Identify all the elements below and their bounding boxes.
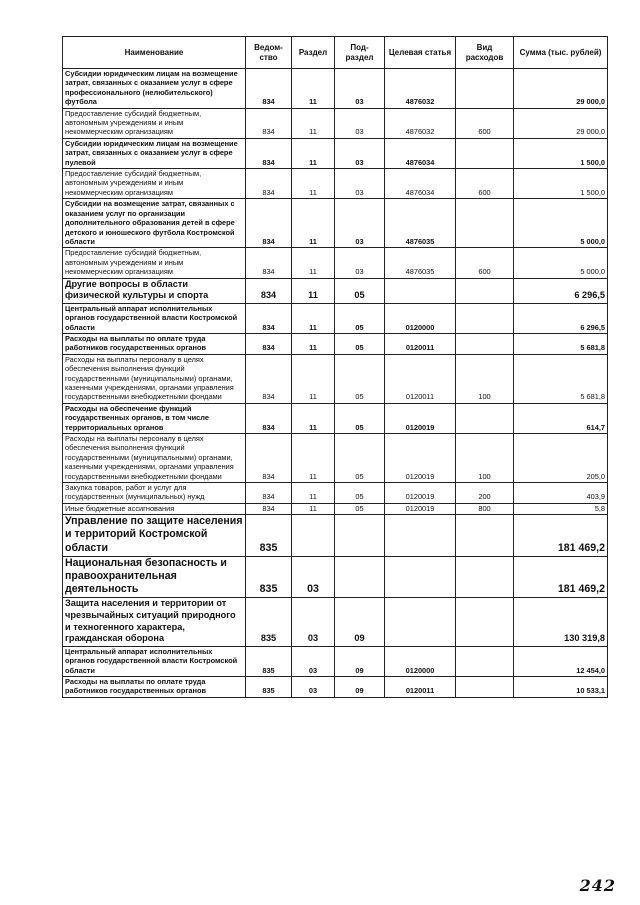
cell-subsection: 05: [335, 483, 385, 504]
cell-target: [385, 515, 456, 557]
cell-name: Предоставление субсидий бюджетным, автономным учреждениям и иным некоммерческим организациям: [63, 248, 246, 278]
header-type: Вид расходов: [456, 37, 514, 69]
cell-dept: 834: [246, 354, 292, 403]
header-name: Наименование: [63, 37, 246, 69]
cell-target: 4876032: [385, 108, 456, 138]
table-row: [63, 434, 608, 483]
table-row: [63, 556, 608, 598]
cell-section: 11: [292, 434, 335, 483]
cell-dept: 834: [246, 108, 292, 138]
cell-type: [456, 515, 514, 557]
cell-sum: 5 000,0: [514, 199, 608, 248]
cell-target: 4876034: [385, 169, 456, 199]
table-row: [63, 503, 608, 514]
cell-type: 100: [456, 354, 514, 403]
cell-target: 0120000: [385, 646, 456, 676]
budget-table: [62, 36, 608, 698]
cell-name: Субсидии юридическим лицам на возмещение затрат, связанных с оказанием услуг в сфере профессионального (нелюбительского) футбола: [63, 69, 246, 109]
cell-subsection: 05: [335, 354, 385, 403]
cell-subsection: 09: [335, 677, 385, 698]
cell-dept: 834: [246, 403, 292, 433]
cell-name: Центральный аппарат исполнительных органов государственной власти Костромской области: [63, 303, 246, 333]
cell-name: Расходы на выплаты по оплате труда работников государственных органов: [63, 333, 246, 354]
cell-subsection: 03: [335, 69, 385, 109]
cell-subsection: 05: [335, 278, 385, 303]
cell-subsection: 05: [335, 303, 385, 333]
table-row: [63, 138, 608, 168]
cell-name: Закупка товаров, работ и услуг для государственных (муниципальных) нужд: [63, 483, 246, 504]
cell-sum: 130 319,8: [514, 598, 608, 646]
table-row: [63, 483, 608, 504]
cell-type: [456, 69, 514, 109]
cell-type: [456, 646, 514, 676]
header-target: Целевая статья: [385, 37, 456, 69]
table-row: [63, 169, 608, 199]
cell-target: 0120019: [385, 503, 456, 514]
cell-sum: 5 000,0: [514, 248, 608, 278]
cell-sum: 6 296,5: [514, 278, 608, 303]
cell-sum: 403,9: [514, 483, 608, 504]
cell-subsection: 09: [335, 598, 385, 646]
cell-sum: 5 681,8: [514, 354, 608, 403]
cell-section: 03: [292, 598, 335, 646]
cell-sum: 1 500,0: [514, 169, 608, 199]
cell-subsection: 09: [335, 646, 385, 676]
cell-target: 0120019: [385, 434, 456, 483]
cell-dept: 834: [246, 434, 292, 483]
cell-subsection: 03: [335, 138, 385, 168]
cell-target: 4876034: [385, 138, 456, 168]
cell-section: 11: [292, 199, 335, 248]
cell-name: Центральный аппарат исполнительных органов государственной власти Костромской области: [63, 646, 246, 676]
table-row: [63, 598, 608, 646]
cell-type: [456, 403, 514, 433]
cell-sum: 205,0: [514, 434, 608, 483]
cell-type: [456, 199, 514, 248]
cell-sum: 1 500,0: [514, 138, 608, 168]
cell-name: Национальная безопасность и правоохранительная деятельность: [63, 556, 246, 598]
cell-sum: 5 681,8: [514, 333, 608, 354]
cell-sum: 12 454,0: [514, 646, 608, 676]
cell-subsection: 05: [335, 333, 385, 354]
cell-sum: 29 000,0: [514, 69, 608, 109]
cell-dept: 834: [246, 483, 292, 504]
table-row: [63, 248, 608, 278]
cell-dept: 834: [246, 503, 292, 514]
table-row: [63, 69, 608, 109]
cell-section: 11: [292, 69, 335, 109]
cell-subsection: 03: [335, 169, 385, 199]
cell-section: 11: [292, 354, 335, 403]
cell-dept: 834: [246, 69, 292, 109]
cell-subsection: [335, 556, 385, 598]
cell-target: 4876035: [385, 248, 456, 278]
cell-section: 11: [292, 169, 335, 199]
header-section: Раздел: [292, 37, 335, 69]
cell-type: [456, 598, 514, 646]
cell-dept: 835: [246, 677, 292, 698]
header-dept: Ведом-ство: [246, 37, 292, 69]
cell-dept: 834: [246, 303, 292, 333]
cell-dept: 835: [246, 515, 292, 557]
cell-target: 0120011: [385, 677, 456, 698]
header-row: [63, 37, 608, 69]
cell-section: 11: [292, 403, 335, 433]
cell-subsection: 05: [335, 403, 385, 433]
cell-sum: 181 469,2: [514, 556, 608, 598]
cell-target: [385, 556, 456, 598]
table-row: [63, 403, 608, 433]
cell-name: Иные бюджетные ассигнования: [63, 503, 246, 514]
cell-section: 11: [292, 333, 335, 354]
cell-sum: 29 000,0: [514, 108, 608, 138]
cell-target: [385, 278, 456, 303]
cell-subsection: 05: [335, 503, 385, 514]
cell-dept: 834: [246, 278, 292, 303]
cell-name: Предоставление субсидий бюджетным, автономным учреждениям и иным некоммерческим организациям: [63, 169, 246, 199]
table-row: [63, 199, 608, 248]
cell-name: Управление по защите населения и территорий Костромской области: [63, 515, 246, 557]
cell-subsection: 03: [335, 108, 385, 138]
cell-subsection: 03: [335, 248, 385, 278]
cell-type: [456, 677, 514, 698]
header-subsection: Под-раздел: [335, 37, 385, 69]
cell-section: [292, 515, 335, 557]
cell-dept: 835: [246, 598, 292, 646]
cell-target: 0120019: [385, 403, 456, 433]
table-row: [63, 278, 608, 303]
cell-sum: 10 533,1: [514, 677, 608, 698]
cell-target: 4876035: [385, 199, 456, 248]
cell-section: 11: [292, 483, 335, 504]
cell-subsection: 03: [335, 199, 385, 248]
cell-name: Предоставление субсидий бюджетным, автономным учреждениям и иным некоммерческим организациям: [63, 108, 246, 138]
cell-target: 4876032: [385, 69, 456, 109]
cell-target: 0120000: [385, 303, 456, 333]
cell-section: 11: [292, 278, 335, 303]
cell-dept: 834: [246, 248, 292, 278]
cell-target: [385, 598, 456, 646]
cell-sum: 181 469,2: [514, 515, 608, 557]
cell-type: 200: [456, 483, 514, 504]
cell-sum: 6 296,5: [514, 303, 608, 333]
cell-name: Расходы на выплаты по оплате труда работников государственных органов: [63, 677, 246, 698]
cell-section: 03: [292, 556, 335, 598]
table-row: [63, 354, 608, 403]
cell-section: 11: [292, 108, 335, 138]
cell-name: Субсидии на возмещение затрат, связанных с оказанием услуг по организации дополнительного образования детей в сфере детского и юношеского футбола Костромской области: [63, 199, 246, 248]
cell-type: 800: [456, 503, 514, 514]
cell-type: [456, 556, 514, 598]
cell-dept: 834: [246, 169, 292, 199]
cell-section: 11: [292, 503, 335, 514]
cell-sum: 5,8: [514, 503, 608, 514]
cell-name: Защита населения и территории от чрезвычайных ситуаций природного и техногенного характера, гражданская оборона: [63, 598, 246, 646]
cell-dept: 834: [246, 333, 292, 354]
table-row: [63, 515, 608, 557]
cell-dept: 834: [246, 199, 292, 248]
cell-target: 0120011: [385, 333, 456, 354]
cell-name: Другие вопросы в области физической культуры и спорта: [63, 278, 246, 303]
table-row: [63, 333, 608, 354]
cell-sum: 614,7: [514, 403, 608, 433]
cell-dept: 835: [246, 556, 292, 598]
cell-type: [456, 138, 514, 168]
cell-type: [456, 333, 514, 354]
cell-section: 03: [292, 677, 335, 698]
cell-section: 03: [292, 646, 335, 676]
cell-dept: 834: [246, 138, 292, 168]
cell-type: [456, 303, 514, 333]
cell-target: 0120011: [385, 354, 456, 403]
table-row: [63, 303, 608, 333]
cell-section: 11: [292, 248, 335, 278]
cell-type: 600: [456, 248, 514, 278]
cell-dept: 835: [246, 646, 292, 676]
cell-section: 11: [292, 138, 335, 168]
cell-type: 600: [456, 169, 514, 199]
page-number: 242: [579, 876, 616, 895]
cell-subsection: [335, 515, 385, 557]
cell-section: 11: [292, 303, 335, 333]
cell-subsection: 05: [335, 434, 385, 483]
table-row: [63, 677, 608, 698]
cell-type: [456, 278, 514, 303]
cell-type: 100: [456, 434, 514, 483]
table-body: [63, 69, 608, 698]
header-sum: Сумма (тыс. рублей): [514, 37, 608, 69]
cell-target: 0120019: [385, 483, 456, 504]
table-row: [63, 646, 608, 676]
cell-type: 600: [456, 108, 514, 138]
table-row: [63, 108, 608, 138]
cell-name: Субсидии юридическим лицам на возмещение затрат, связанных с оказанием услуг в сфере пулевой: [63, 138, 246, 168]
cell-name: Расходы на обеспечение функций государственных органов, в том числе территориальных органов: [63, 403, 246, 433]
cell-name: Расходы на выплаты персоналу в целях обеспечения выполнения функций государственными (муниципальными) органами, казенными учреждениями, органами управления государственными внебюджетными фондами: [63, 434, 246, 483]
cell-name: Расходы на выплаты персоналу в целях обеспечения выполнения функций государственными (муниципальными) органами, казенными учреждениями, органами управления государственными внебюджетными фондами: [63, 354, 246, 403]
